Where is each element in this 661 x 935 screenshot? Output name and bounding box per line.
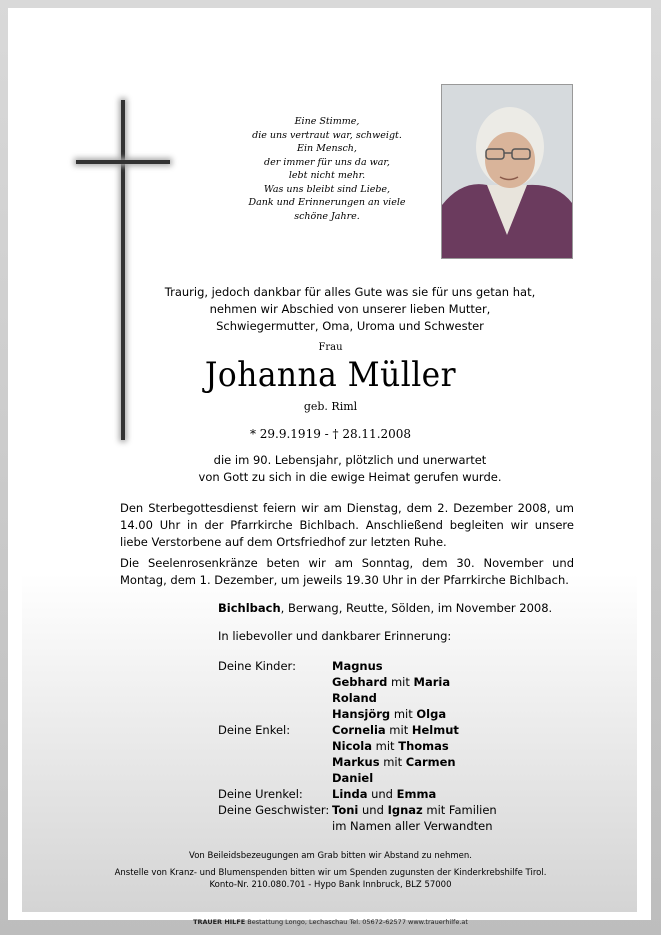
family-names — [332, 738, 449, 754]
family-member: Roland — [332, 691, 377, 705]
family-names — [332, 818, 493, 834]
family-list — [218, 658, 497, 834]
family-connector: und — [367, 787, 397, 801]
family-row — [218, 786, 497, 802]
family-label — [218, 706, 332, 722]
funeral-service-text: Den Sterbegottesdienst feiern wir am Dienstag, dem 2. Dezember 2008, um 14.00 Uhr in der Pfarrkirche Bichlbach. Anschließend begleiten wir unsere liebe Verstorbene auf dem Ortsfriedhof zur letzten Ruhe. — [120, 501, 574, 549]
family-row — [218, 754, 497, 770]
family-label: Deine Geschwister: — [218, 803, 330, 817]
poem-line: lebt nicht mehr. — [288, 170, 366, 181]
family-names — [332, 722, 459, 738]
family-member: Hansjörg — [332, 707, 391, 721]
family-names — [332, 786, 436, 802]
family-member: Toni — [332, 803, 359, 817]
family-connector: mit — [379, 755, 406, 769]
footer — [0, 918, 661, 926]
family-label — [218, 770, 332, 786]
family-names — [332, 770, 373, 786]
family-member: Markus — [332, 755, 380, 769]
family-member: Daniel — [332, 771, 374, 785]
deceased-name: Johanna Müller — [204, 355, 457, 395]
family-label — [218, 690, 332, 706]
family-label — [218, 754, 332, 770]
place-rest: , Berwang, Reutte, Sölden, im November 2008. — [280, 601, 553, 615]
salutation: Frau — [318, 342, 343, 353]
family-names — [332, 802, 497, 818]
place-date — [218, 601, 552, 615]
bottom-note: Anstelle von Kranz- und Blumenspenden bitten wir um Spenden zugunsten der Kinderkrebshilfe Tirol. — [114, 868, 547, 878]
family-connector: im Namen aller Verwandten — [332, 819, 493, 833]
family-label — [218, 738, 332, 754]
maiden-name: geb. Riml — [303, 400, 358, 413]
poem-line: Was uns bleibt sind Liebe, — [263, 183, 391, 195]
family-names — [332, 690, 377, 706]
family-row — [218, 690, 497, 706]
family-names — [332, 706, 446, 722]
portrait-photo — [441, 84, 573, 259]
family-row — [218, 770, 497, 786]
intro-line: Schwiegermutter, Oma, Uroma und Schwester — [216, 319, 484, 333]
intro-line: nehmen wir Abschied von unserer lieben Mutter, — [209, 302, 491, 316]
family-row — [218, 738, 497, 754]
poem-line: Ein Mensch, — [297, 143, 357, 154]
poem-line: Eine Stimme, — [294, 116, 360, 127]
intro-text — [120, 284, 580, 335]
bottom-note: Konto-Nr. 210.080.701 - Hypo Bank Innbruck, BLZ 57000 — [209, 880, 452, 890]
rosary-text: Die Seelenrosenkränze beten wir am Sonntag, dem 30. November und Montag, dem 1. Dezember, um jeweils 19.30 Uhr in der Pfarrkirche Bichlbach. — [120, 556, 574, 587]
family-member: Maria — [413, 675, 451, 689]
poem-line: schöne Jahre. — [294, 210, 360, 222]
life-dates: * 29.9.1919 - † 28.11.2008 — [249, 427, 412, 441]
footer-brand: TRAUER HILFE — [193, 918, 246, 926]
poem — [232, 115, 422, 223]
family-label: Deine Urenkel: — [218, 787, 303, 801]
family-label — [218, 674, 332, 690]
family-row — [218, 722, 497, 738]
family-names — [332, 754, 456, 770]
family-member: Helmut — [411, 723, 459, 737]
family-member: Nicola — [332, 739, 372, 753]
family-names — [332, 658, 383, 674]
family-connector: mit — [385, 723, 412, 737]
family-row — [218, 658, 497, 674]
family-row — [218, 706, 497, 722]
family-connector: mit — [390, 707, 417, 721]
death-line: von Gott zu sich in die ewige Heimat gerufen wurde. — [198, 470, 502, 484]
family-connector: mit — [387, 675, 414, 689]
poem-line: Dank und Erinnerungen an viele — [248, 197, 406, 208]
family-connector: mit — [372, 739, 399, 753]
family-tail: mit Familien — [422, 803, 497, 817]
family-member: Cornelia — [332, 723, 386, 737]
place-name: Bichlbach — [218, 601, 281, 615]
family-row — [218, 818, 497, 834]
family-member: Thomas — [398, 739, 449, 753]
family-names — [332, 674, 450, 690]
family-member: Gebhard — [332, 675, 388, 689]
death-line: die im 90. Lebensjahr, plötzlich und unerwartet — [213, 453, 487, 467]
family-member: Olga — [416, 707, 447, 721]
family-member: Emma — [396, 787, 437, 801]
family-member: Carmen — [405, 755, 456, 769]
memory-line: In liebevoller und dankbarer Erinnerung: — [218, 629, 452, 643]
cross-icon-bar — [76, 160, 170, 164]
family-label — [218, 818, 332, 834]
family-member: Ignaz — [387, 803, 423, 817]
family-label: Deine Kinder: — [218, 659, 296, 673]
poem-line: die uns vertraut war, schweigt. — [252, 129, 402, 141]
family-member: Magnus — [332, 659, 383, 673]
death-text — [150, 452, 550, 486]
family-label: Deine Enkel: — [218, 723, 291, 737]
poem-line: der immer für uns da war, — [264, 156, 390, 168]
family-row — [218, 802, 497, 818]
bottom-note: Von Beileidsbezeugungen am Grab bitten wir Abstand zu nehmen. — [189, 851, 472, 861]
family-connector: und — [358, 803, 388, 817]
family-row — [218, 674, 497, 690]
intro-line: Traurig, jedoch dankbar für alles Gute was sie für uns getan hat, — [164, 285, 536, 299]
family-member: Linda — [332, 787, 368, 801]
footer-rest: Bestattung Longo, Lechaschau Tel. 05672-62577 www.trauerhilfe.at — [245, 918, 468, 926]
